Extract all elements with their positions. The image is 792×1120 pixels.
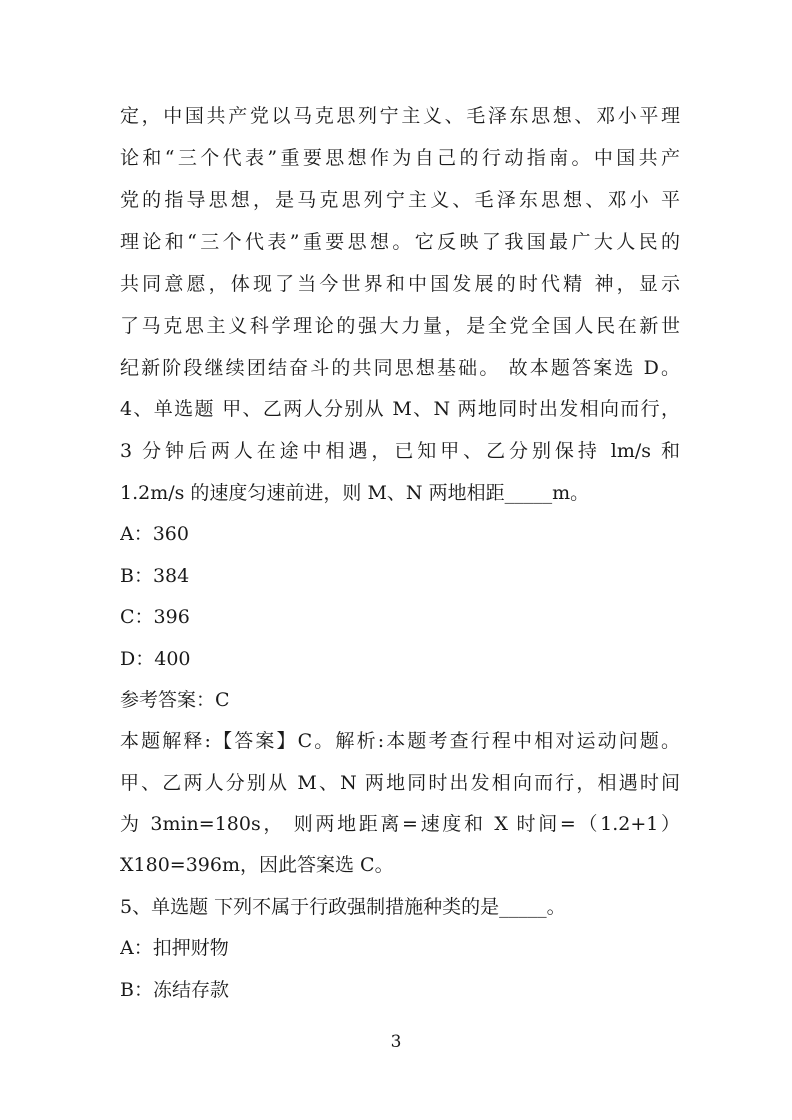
text-line: 纪新阶段继续团结奋斗的共同思想基础。 故本题答案选 D。 — [120, 357, 680, 379]
option-a: A：360 — [120, 523, 189, 545]
option-b: B：384 — [120, 565, 190, 587]
explanation-line: X180=396m，因此答案选 C。 — [120, 854, 394, 876]
question-4-stem: 4、单选题 甲、乙两人分别从 M、N 两地同时出发相向而行， — [120, 398, 680, 420]
option-b: B：冻结存款 — [120, 979, 229, 1001]
explanation-line: 本题解释:【答案】C。解析:本题考查行程中相对运动问题。 — [120, 730, 680, 752]
text-line: 理论和“三个代表”重要思想。它反映了我国最广大人民的 — [120, 231, 680, 253]
question-4-stem: 3 分钟后两人在途中相遇，已知甲、乙分别保持 lm/s 和 — [120, 440, 680, 462]
text-line: 了马克思主义科学理论的强大力量，是全党全国人民在新世 — [120, 315, 680, 337]
option-c: C：396 — [120, 606, 190, 628]
explanation-line: 为 3min=180s， 则两地距离=速度和 X 时间=（1.2+1） — [120, 813, 680, 835]
option-d: D：400 — [120, 648, 191, 670]
answer: 参考答案：C — [120, 689, 230, 711]
question-4-stem: 1.2m/s 的速度匀速前进，则 M、N 两地相距_____m。 — [120, 482, 590, 504]
text-line: 党的指导思想，是马克思列宁主义、毛泽东思想、邓小 平 — [120, 189, 680, 211]
text-line: 论和“三个代表”重要思想作为自己的行动指南。中国共产 — [120, 147, 680, 169]
page-number: 3 — [390, 1032, 402, 1052]
option-a: A：扣押财物 — [120, 937, 229, 959]
text-line: 共同意愿，体现了当今世界和中国发展的时代精 神，显示 — [120, 273, 680, 295]
question-5-stem: 5、单选题 下列不属于行政强制措施种类的是_____。 — [120, 896, 566, 918]
explanation-line: 甲、乙两人分别从 M、N 两地同时出发相向而行，相遇时间 — [120, 772, 680, 794]
text-line: 定，中国共产党以马克思列宁主义、毛泽东思想、邓小平理 — [120, 105, 680, 127]
